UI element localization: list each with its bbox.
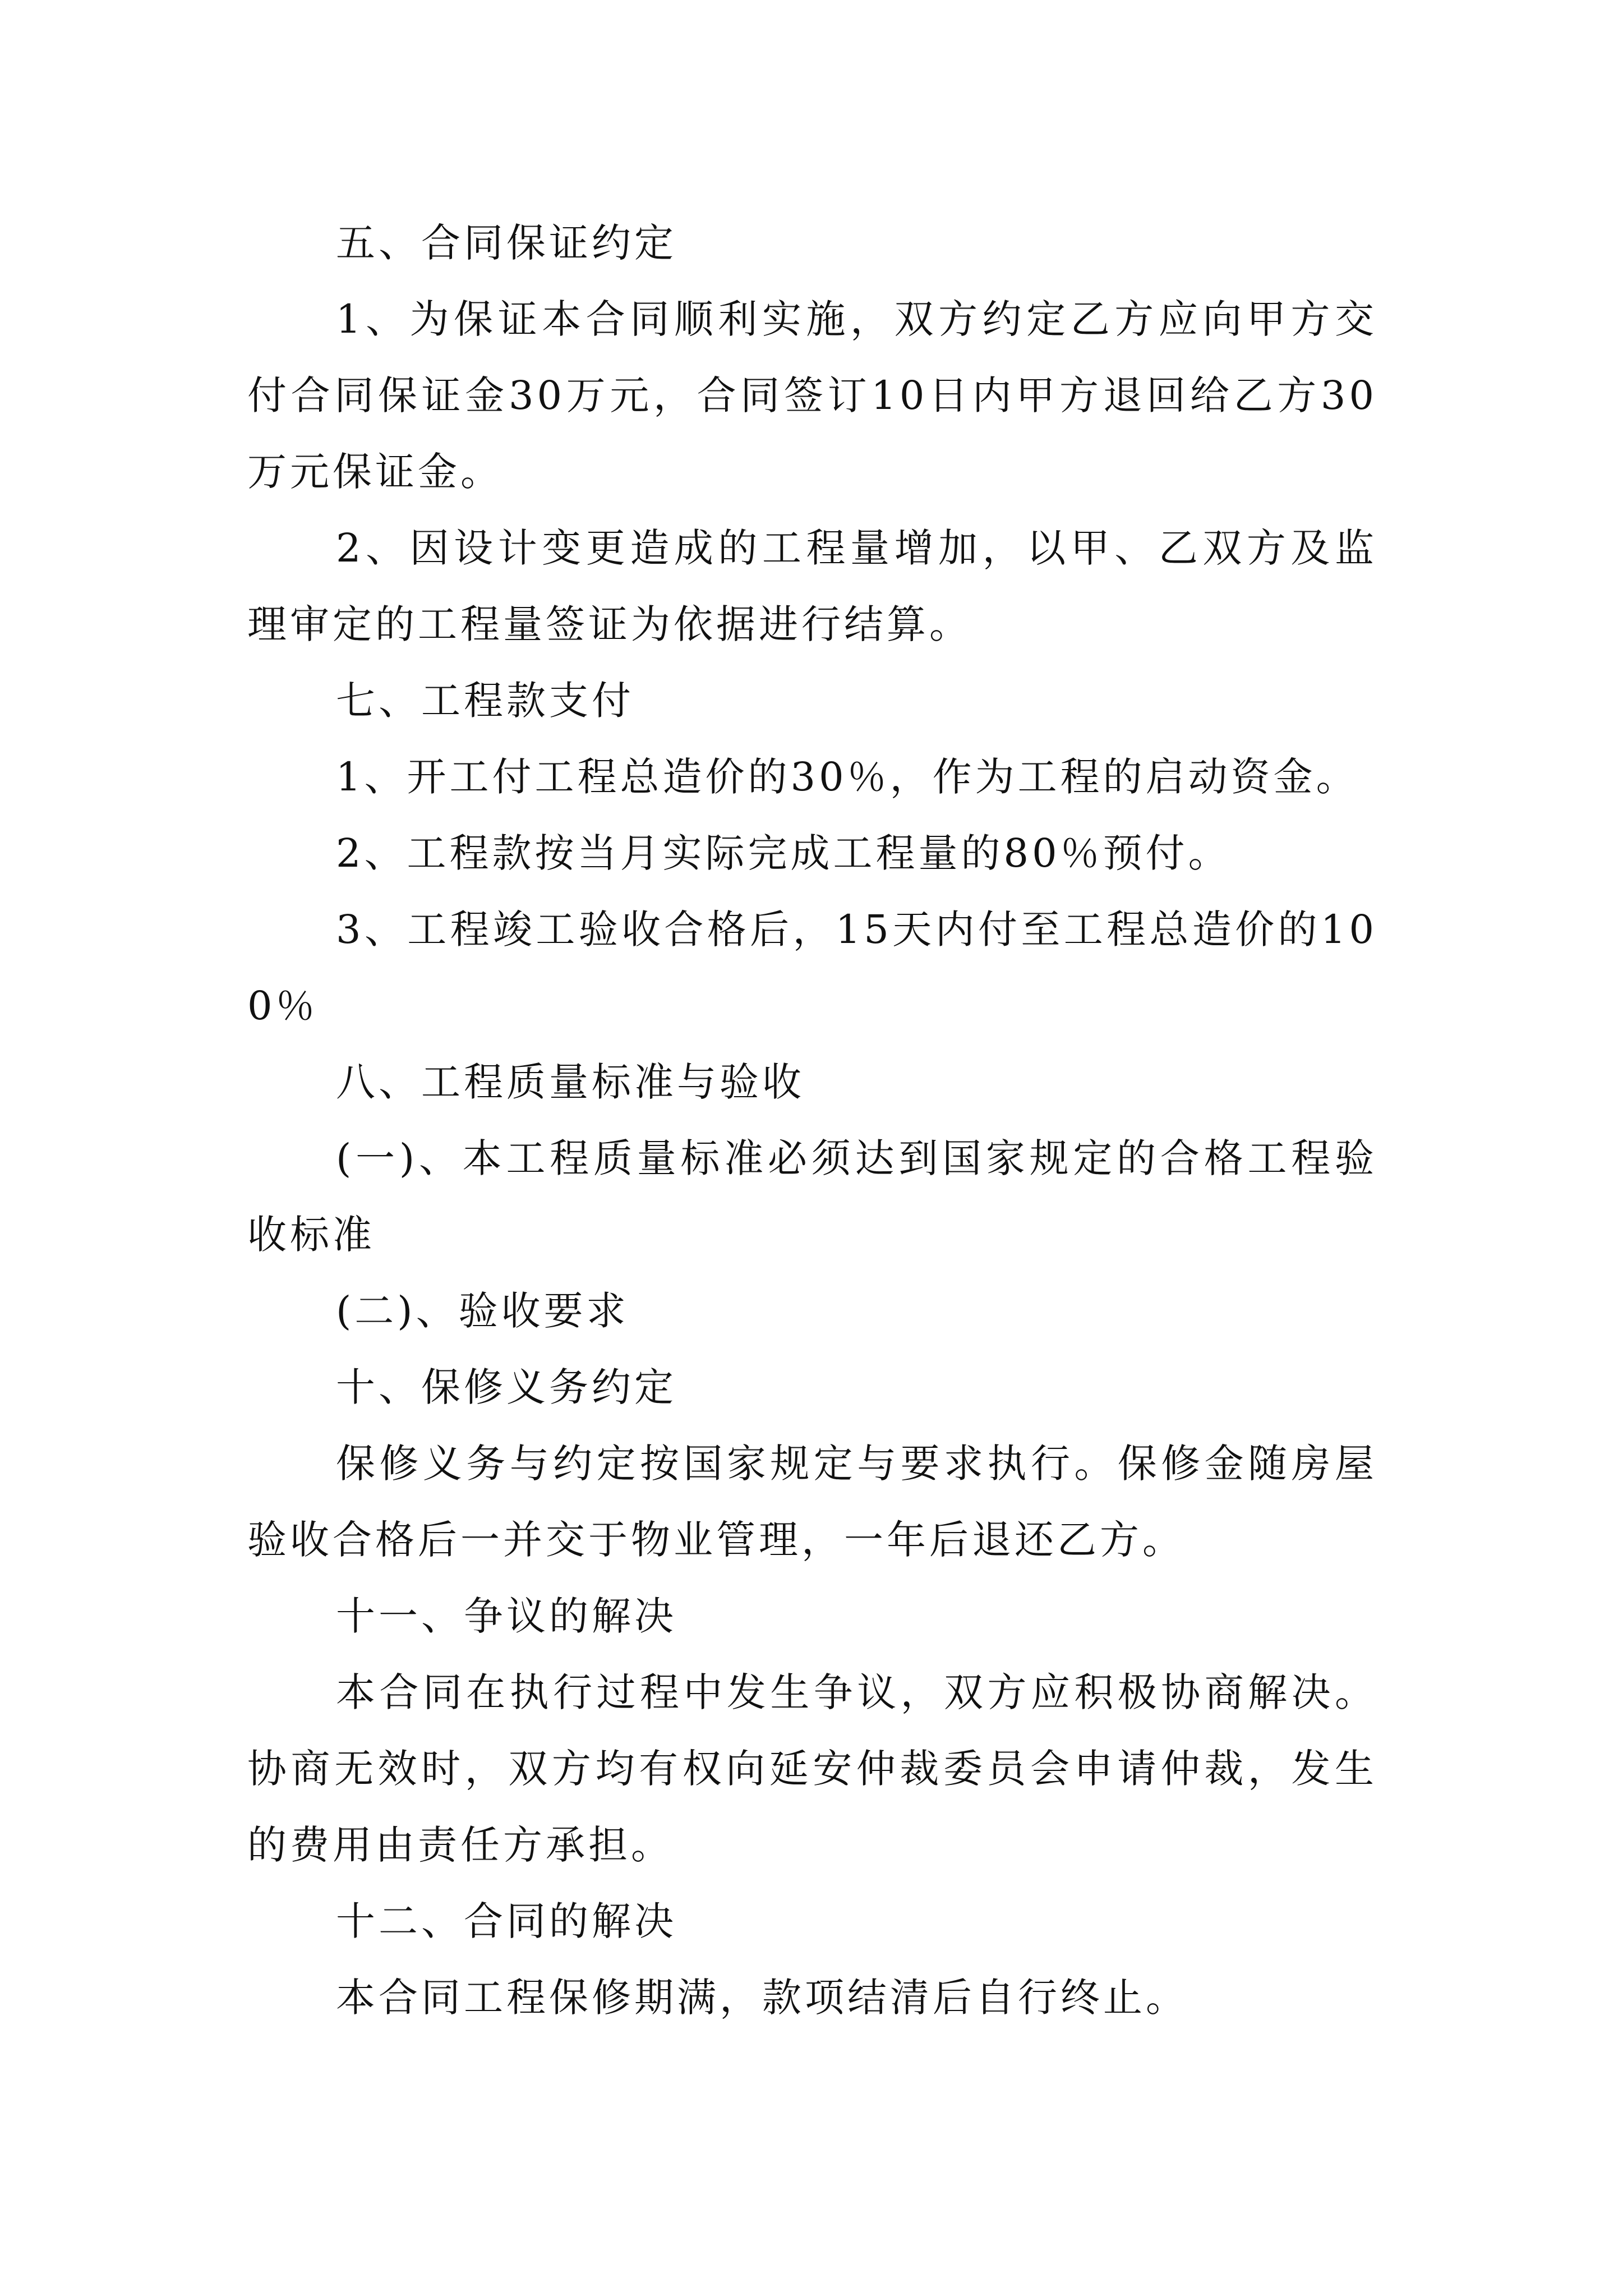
paragraph: 保修义务与约定按国家规定与要求执行。保修金随房屋验收合格后一并交于物业管理，一年后退还乙方。 [247,1441,1377,1563]
paragraph: 2、工程款按当月实际完成工程量的80％预付。 [336,830,1231,876]
section-heading-dispute: 十一、争议的解决 [336,1593,677,1639]
section-heading-guarantee: 五、合同保证约定 [336,220,677,266]
paragraph: 3、工程竣工验收合格后，15天内付至工程总造价的100％ [247,907,1377,1029]
paragraph: (一)、本工程质量标准必须达到国家规定的合格工程验收标准 [247,1135,1377,1258]
section-heading-payment: 七、工程款支付 [336,678,634,724]
paragraph: 本合同在执行过程中发生争议，双方应积极协商解决。协商无效时，双方均有权向延安仲裁委员会申请仲裁，发生的费用由责任方承担。 [247,1669,1377,1868]
section-heading-quality: 八、工程质量标准与验收 [336,1059,805,1105]
paragraph: (二)、验收要求 [336,1288,629,1334]
paragraph: 1、为保证本合同顺利实施，双方约定乙方应向甲方交付合同保证金30万元，合同签订10日内甲方退回给乙方30万元保证金。 [247,296,1377,495]
paragraph: 1、开工付工程总造价的30％，作为工程的启动资金。 [336,754,1359,800]
paragraph: 2、因设计变更造成的工程量增加，以甲、乙双方及监理审定的工程量签证为依据进行结算。 [247,525,1377,647]
section-heading-termination: 十二、合同的解决 [336,1898,677,1944]
section-heading-warranty: 十、保修义务约定 [336,1364,677,1410]
document-body [247,205,1377,2036]
paragraph: 本合同工程保修期满，款项结清后自行终止。 [336,1975,1188,2021]
